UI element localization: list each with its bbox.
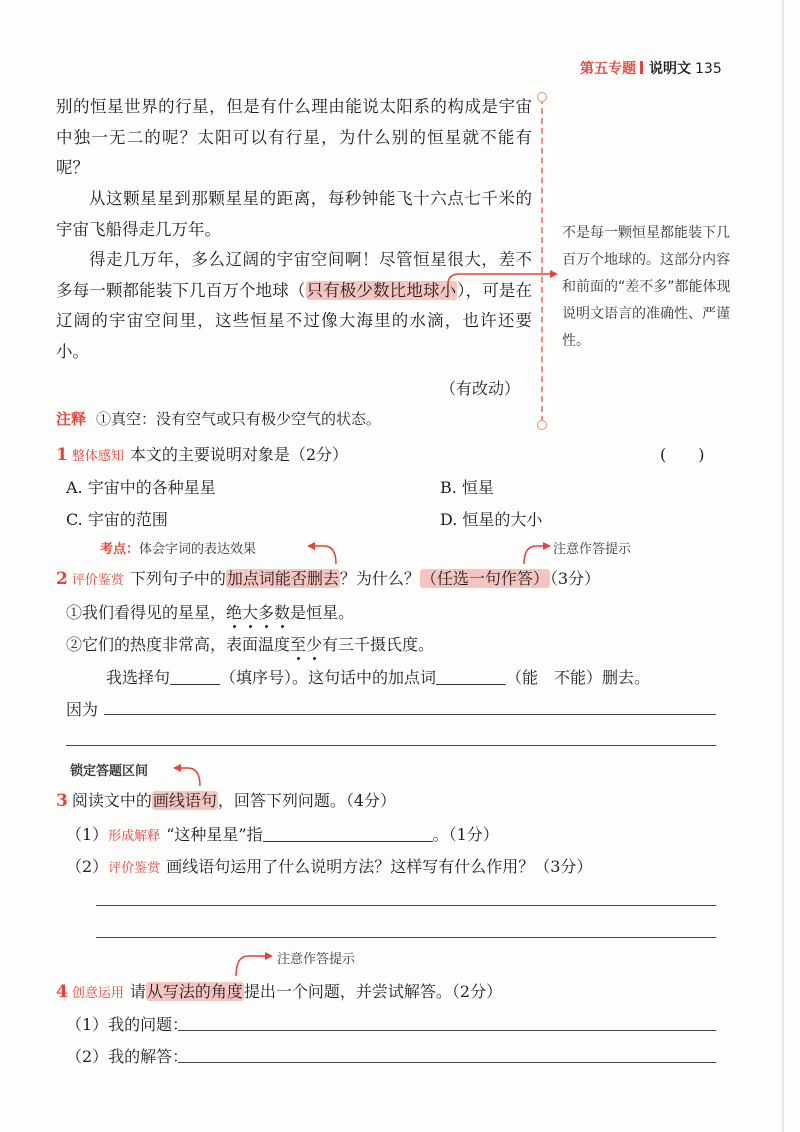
annotation-line-end [537,420,547,430]
answer-line[interactable] [96,905,716,906]
page-number: 135 [695,61,722,77]
q3-highlight: 画线语句 [152,791,217,810]
q3-sub-2 [66,854,592,877]
kaodian-arrow [306,540,342,566]
question-number: 4 [56,982,68,1002]
sub1-blank[interactable] [263,825,433,842]
question-number: 2 [56,569,68,589]
answer-line[interactable] [66,745,716,746]
tip-arrow-q4 [232,948,278,978]
q4-highlight: 从写法的角度 [146,982,243,1001]
q2-tip: 注意作答提示 [553,542,632,557]
q2-text-2: ？为什么？ [339,569,420,588]
kaodian-note [100,538,256,557]
s2-part-a: ②它们的热度非常高，表面温度 [66,635,291,654]
page-header [580,58,722,78]
emphasis-dot-char: 至 [290,635,307,654]
question-number: 1 [56,445,68,465]
paragraph-3-part-b: ），可是在辽阔的宇宙空间里，这些恒星不过像大海里的水滴，也许还要小。 [56,280,533,361]
answer-text-a: 我选择句 [106,668,171,687]
footnote-label: 注释 [56,410,87,428]
option-d[interactable]: D. 恒星的大小 [440,510,543,529]
question-1 [56,442,348,465]
q4-text-2: 提出一个问题，并尝试解答。（2分） [243,982,503,1001]
paragraph-3-part-a: 得走几万年，多么辽阔的宇宙空间啊！尽管恒星很大，差不多每一颗都能装下几百万个地球（ [56,250,532,300]
q2-answer-line [106,665,650,688]
s1-dotted-word [226,603,290,622]
q2-text-3: （3分） [549,569,601,588]
my-answer-line[interactable] [178,1062,716,1063]
option-b[interactable]: B. 恒星 [440,478,494,497]
sub1-tag: 形成解释 [108,829,161,844]
q3-text-1: 阅读文中的 [71,791,152,810]
question-2 [56,566,600,589]
q2-sentence-1 [66,600,354,623]
question-tag: 创意运用 [71,986,124,1001]
page-edge-line [782,0,784,1132]
answer-line[interactable] [104,714,716,715]
tip-arrow-q3 [170,762,206,788]
tip-arrow-q2 [520,540,554,566]
answer-bracket[interactable]: ( ) [660,445,705,464]
s2-part-b: 有三千摄氏度。 [322,635,435,654]
side-annotation: 不是每一颗恒星都能装下几百万个地球的。这部分内容和前面的“差不多”都能体现说明文语言的准确性、严谨性。 [562,225,731,349]
passage-paragraph-1: 别的恒星世界的行星，但是有什么理由能说太阳系的构成是宇宙中独一无二的呢？太阳可以有行星，为什么别的恒星就不能有呢？ [56,97,532,177]
annotation-line-start [537,92,547,102]
kaodian-text: 体会字词的表达效果 [139,542,257,557]
q2-sentence-2 [66,632,434,655]
header-divider [640,61,643,74]
q3-tip: 锁定答题区间 [70,764,149,779]
highlighted-phrase: 只有极少数比地球小 [306,280,457,300]
option-a[interactable]: A. 宇宙中的各种星星 [66,478,216,497]
sub2-index: （2） [66,857,109,876]
section-title: 第五专题 [580,61,636,77]
because-label: 因为 [66,700,99,719]
question-text: 本文的主要说明对象是（2分） [129,445,349,464]
question-tag: 整体感知 [71,449,124,464]
q3-sub-1 [66,822,499,845]
kaodian-label: 考点： [100,542,140,557]
option-c[interactable]: C. 宇宙的范围 [66,510,168,529]
emphasis-dot-char: 数 [274,603,291,622]
answer-text-b: （填序号）。这句话中的加点词 [220,668,437,687]
q4-text-1: 请 [129,982,146,1001]
source-note: （有改动） [440,379,521,398]
my-question-line[interactable] [178,1030,716,1031]
question-tag: 评价鉴赏 [71,573,124,588]
sub1-index: （1） [66,825,109,844]
passage-paragraph-3 [56,245,532,367]
passage-paragraph-2: 从这颗星星到那颗星星的距离，每秒钟能飞十六点七千米的宇宙飞船得走几万年。 [56,189,532,239]
can-cannot-blank[interactable] [436,668,506,685]
emphasis-dot-char: 大 [242,603,259,622]
subject-title: 说明文 [649,61,691,77]
question-number: 3 [56,791,68,811]
footnote [56,408,381,429]
emphasis-dot-char: 绝 [226,603,243,622]
emphasis-dot-char: 少 [306,635,323,654]
footnote-text: ①真空：没有空气或只有极少空气的状态。 [96,410,382,428]
question-4 [56,979,502,1002]
sub1-text: “这种星星”指 [166,825,263,844]
q3-text-2: ，回答下列问题。（4分） [217,791,397,810]
question-3 [56,788,396,811]
sub2-tag: 评价鉴赏 [108,861,161,876]
s2-dotted-word [290,635,322,654]
emphasis-dot-char: 多 [258,603,275,622]
sub2-text: 画线语句运用了什么说明方法？这样写有什么作用？（3分） [166,857,593,876]
q2-highlight-1: 加点词能否删去 [226,569,339,588]
sub1-score: 。（1分） [432,825,499,844]
answer-line[interactable] [96,937,716,938]
my-answer-label: （2）我的解答： [66,1047,189,1066]
q2-text-1: 下列句子中的 [129,569,226,588]
sentence-number-blank[interactable] [170,668,220,685]
q4-tip: 注意作答提示 [277,952,356,967]
s1-part-b: 是恒星。 [290,603,355,622]
annotation-arrow [446,270,566,290]
annotation-dashed-line [541,98,543,422]
q2-highlight-2: （任选一句作答） [420,569,549,588]
answer-text-c: （能 不能）删去。 [506,668,651,687]
my-question-label: （1）我的问题： [66,1015,189,1034]
s1-part-a: ①我们看得见的星星， [66,603,227,622]
